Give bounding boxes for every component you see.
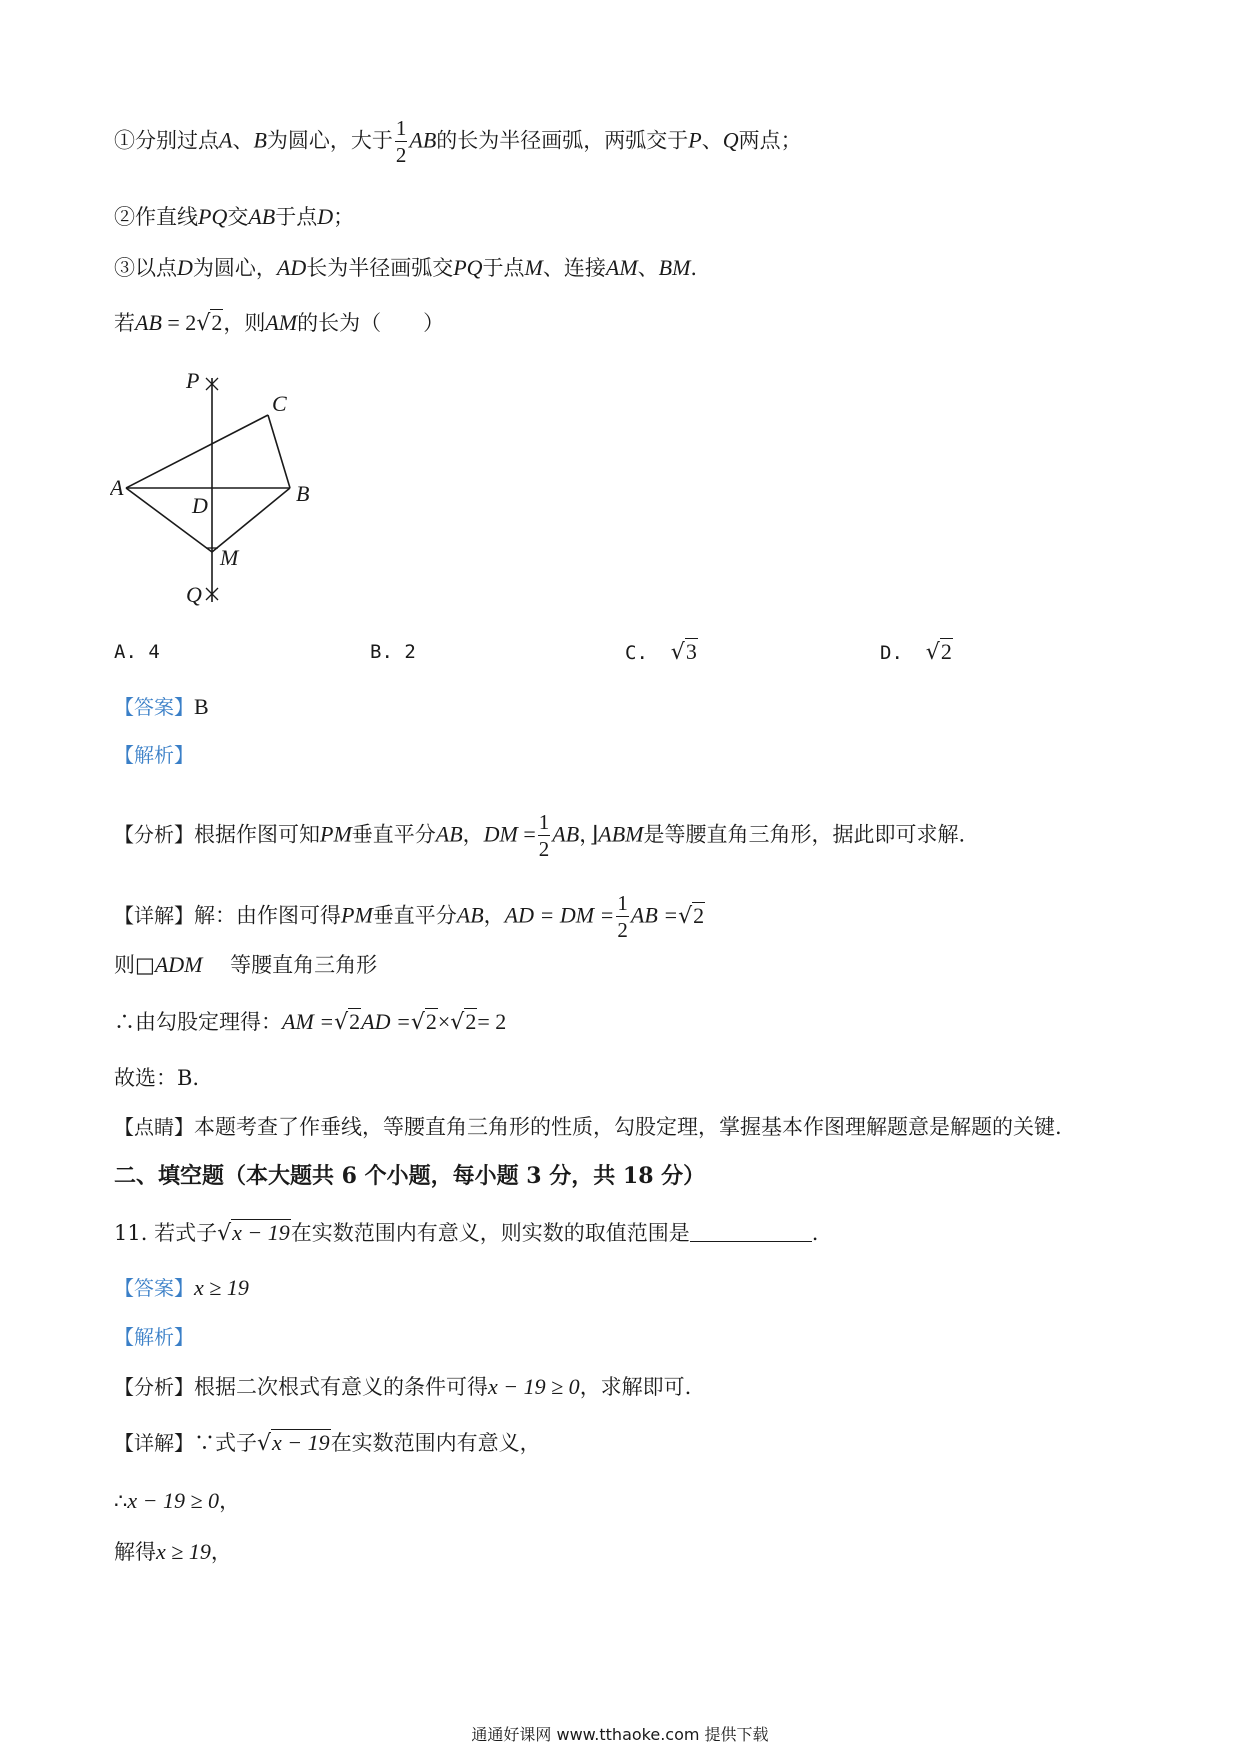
segment-ac [126, 415, 268, 488]
text: . [690, 256, 698, 280]
text: 的长为半径画弧，两弧交于 [436, 128, 689, 153]
sqrt-two [334, 1010, 361, 1034]
numerator: 1 [538, 810, 550, 834]
math: PM [320, 821, 352, 847]
math: AM = [282, 1009, 335, 1034]
radicand: 2 [940, 639, 952, 664]
math: AM [265, 310, 298, 335]
footer-text: 通通好课网 www.tthaoke.com 提供下载 [471, 1725, 769, 1744]
q10-step-adm [114, 950, 377, 980]
text: ∵式子 [194, 1431, 257, 1455]
text: 则□ [114, 953, 155, 977]
math: x ≥ 19 [156, 1539, 211, 1564]
radicand: 2 [211, 310, 223, 335]
math: P [688, 127, 702, 153]
text: ①分别过点 [114, 128, 219, 153]
radical-sign: √ [334, 1010, 349, 1035]
fraction-one-half [616, 893, 629, 941]
text: 在实数范围内有意义，则实数的取值范围是 [290, 1221, 690, 1245]
answer-tag: 【答案】 [114, 1276, 194, 1300]
text: 于点 [275, 205, 318, 229]
step-1 [114, 118, 802, 166]
math: DM [483, 821, 518, 847]
dianjing-tag: 【点睛】 [114, 1115, 194, 1139]
math: B [253, 127, 267, 153]
text: 长为半径画弧交 [306, 256, 454, 280]
text: 根据作图可知 [194, 822, 320, 847]
fenxi-tag: 【分析】 [114, 822, 194, 847]
math: = [517, 821, 536, 847]
sqrt-two [411, 1010, 438, 1034]
math: A [219, 127, 233, 153]
math: AB [456, 902, 484, 928]
q10-step-pythagoras [114, 1007, 506, 1038]
fraction-one-half [538, 812, 551, 860]
text: 交 [227, 205, 249, 229]
text: 11. 若式子 [114, 1221, 218, 1245]
text: 在实数范围内有意义， [330, 1431, 541, 1455]
text: 垂直平分 [351, 822, 436, 847]
text: 解得 [114, 1540, 156, 1564]
label-p: P [186, 370, 200, 393]
radicand: 2 [693, 902, 705, 928]
numerator: 1 [617, 891, 628, 915]
text: 、 [701, 128, 723, 153]
text: 是等腰直角三角形，据此即可求解. [643, 822, 966, 847]
triangle-symbol: ⌋ [589, 821, 599, 847]
q10-analysis-heading [114, 740, 194, 770]
text: 为圆心， [192, 256, 277, 280]
option-a-text: A. 4 [114, 641, 160, 663]
q11-stem [114, 1218, 818, 1249]
radicand: x − 19 [272, 1430, 330, 1455]
radical-sign: √ [196, 311, 211, 336]
label-b: B [296, 481, 310, 506]
xiangjie-tag: 【详解】 [114, 903, 194, 928]
text: 、 [637, 256, 659, 280]
radical-sign: √ [670, 640, 685, 665]
radicand: 2 [425, 1009, 437, 1034]
denominator: 2 [538, 837, 550, 861]
analysis-tag: 【解析】 [114, 1325, 194, 1349]
math: ADM [154, 952, 203, 977]
text: ②作直线 [114, 205, 198, 229]
text: 于点 [482, 256, 525, 280]
math: M [524, 255, 543, 280]
sqrt-expression [257, 1431, 331, 1455]
step-3 [114, 253, 697, 283]
radical-sign: √ [925, 640, 940, 665]
math: AD [276, 255, 307, 280]
option-b-text: B. 2 [370, 641, 416, 663]
math: AM [605, 255, 638, 280]
text: ， [219, 1489, 241, 1513]
math: AB [435, 821, 463, 847]
text: 本题考查了作垂线，等腰直角三角形的性质，勾股定理，掌握基本作图理解题意是解题的关键. [194, 1115, 1062, 1139]
text: 垂直平分 [372, 903, 457, 928]
radical-sign: √ [257, 1431, 272, 1456]
radicand: 3 [685, 639, 697, 664]
question-line [114, 308, 444, 339]
q10-xiangjie [114, 893, 705, 941]
math: PQ [453, 255, 483, 280]
text: 、 [232, 128, 254, 153]
radical-sign: √ [678, 903, 693, 929]
math: D [317, 204, 334, 229]
text: 根据二次根式有意义的条件可得 [194, 1375, 488, 1399]
math: Q [722, 127, 739, 153]
text: ； [333, 205, 355, 229]
math: AB [135, 310, 162, 335]
text: ， [579, 822, 590, 847]
q11-step-solution [114, 1537, 232, 1567]
text: 等腰直角三角形 [202, 953, 378, 977]
fenxi-tag: 【分析】 [114, 1375, 194, 1399]
text: . [811, 1221, 819, 1245]
text: 故选：B. [114, 1066, 200, 1090]
text: ， [462, 822, 484, 847]
math: D [177, 255, 193, 280]
math: BM [658, 255, 691, 280]
section-title [114, 1161, 705, 1191]
text: ， [483, 903, 505, 928]
math: × [437, 1009, 451, 1034]
math: x − 19 ≥ 0 [488, 1374, 580, 1399]
q11-xiangjie [114, 1428, 541, 1459]
sqrt-two [450, 1010, 477, 1034]
geometry-figure [110, 370, 330, 610]
math: AB = [630, 902, 679, 928]
answer-blank [690, 1221, 812, 1242]
text: ③以点 [114, 256, 177, 280]
q10-dianjing [114, 1112, 1062, 1142]
text: 两点； [738, 128, 802, 153]
answer-value: B [194, 694, 209, 719]
text: ，则 [223, 311, 266, 335]
analysis-tag: 【解析】 [114, 743, 194, 767]
math: AB [552, 821, 580, 847]
math: AD = DM = [504, 902, 615, 928]
label-a: A [110, 475, 124, 500]
text: 若 [114, 311, 135, 335]
label-d: D [192, 493, 208, 518]
math: AD = [361, 1009, 411, 1034]
q10-answer [114, 692, 209, 722]
xiangjie-tag: 【详解】 [114, 1431, 194, 1455]
sqrt-expression [217, 1221, 291, 1245]
math: AB [248, 204, 276, 229]
q11-analysis-heading [114, 1322, 194, 1352]
label-m: M [220, 545, 239, 570]
q11-step-inequality [114, 1486, 240, 1516]
option-d [880, 637, 953, 668]
sqrt-three [670, 639, 698, 665]
math: x − 19 ≥ 0 [127, 1488, 220, 1513]
text: 的长为（ ） [297, 311, 445, 335]
option-c [625, 637, 698, 668]
q10-fenxi [114, 812, 965, 860]
sqrt-two [678, 904, 705, 928]
text: 解：由作图可得 [194, 903, 341, 928]
fraction-one-half [395, 118, 408, 166]
footer [0, 1722, 1240, 1745]
step-2 [114, 202, 354, 232]
section-title-text: 二、填空题（本大题共 6 个小题，每小题 3 分，共 18 分） [114, 1163, 706, 1189]
option-c-label: C. [625, 642, 648, 664]
radicand: x − 19 [232, 1220, 290, 1245]
text: 为圆心，大于 [266, 128, 393, 153]
math: PQ [198, 204, 228, 229]
radical-sign: √ [217, 1221, 232, 1246]
math: PM [341, 902, 373, 928]
q11-answer [114, 1273, 249, 1303]
sqrt-two [196, 311, 223, 335]
option-d-label: D. [880, 642, 903, 664]
segment-bm [212, 488, 290, 552]
text: ， [210, 1540, 232, 1564]
option-b [370, 637, 416, 667]
q11-fenxi [114, 1372, 691, 1402]
radical-sign: √ [450, 1010, 465, 1035]
text: ，求解即可. [579, 1375, 692, 1399]
radicand: 2 [465, 1009, 477, 1034]
text: 、连接 [542, 256, 606, 280]
radicand: 2 [349, 1009, 361, 1034]
label-c: C [272, 391, 287, 416]
denominator: 2 [617, 918, 628, 942]
answer-tag: 【答案】 [114, 695, 194, 719]
math: AB [409, 127, 437, 153]
math: = 2 [477, 1009, 507, 1034]
label-q: Q [186, 582, 202, 607]
text: ∴由勾股定理得： [114, 1010, 282, 1034]
option-a [114, 637, 160, 667]
segment-cb [268, 415, 290, 488]
math: = 2 [161, 310, 197, 335]
numerator: 1 [395, 116, 407, 140]
radical-sign: √ [410, 1010, 425, 1035]
denominator: 2 [395, 143, 407, 167]
answer-value: x ≥ 19 [194, 1275, 249, 1300]
text: ∴ [114, 1489, 128, 1513]
sqrt-two [925, 639, 953, 665]
math: ABM [598, 821, 644, 847]
q10-choose [114, 1063, 199, 1093]
